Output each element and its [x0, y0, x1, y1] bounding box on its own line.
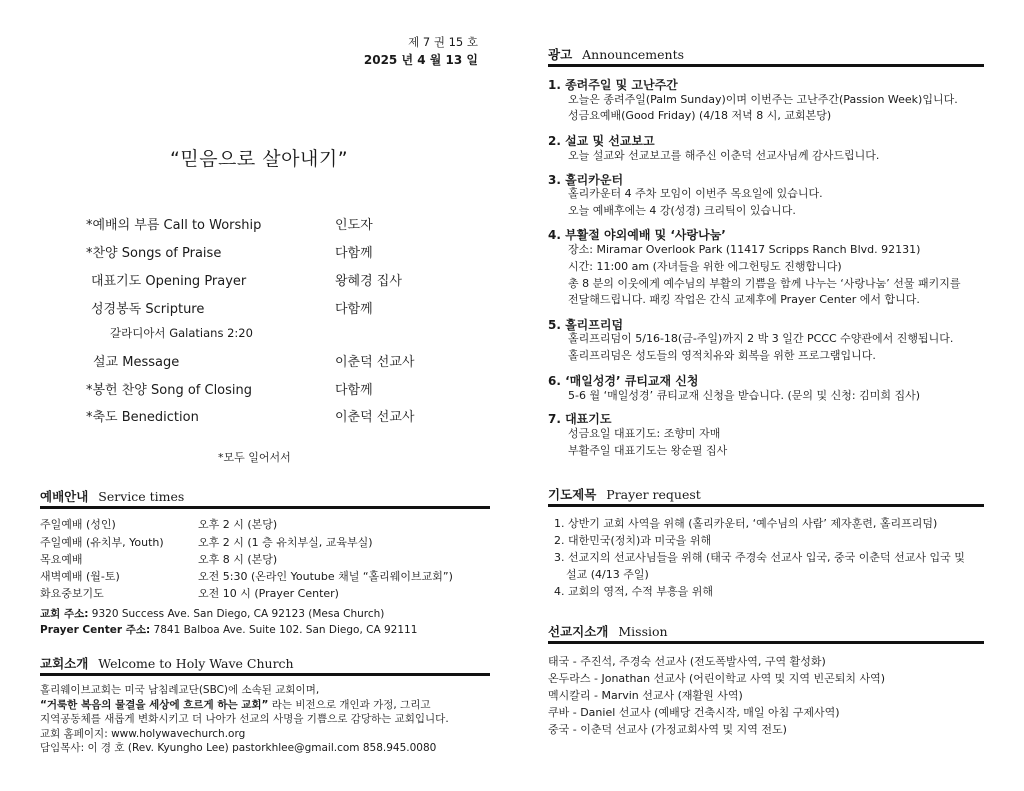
service-row: [40, 534, 490, 550]
announcement-title: 5. 홀리프리덤: [548, 318, 624, 332]
service-time: 오후 2 시 (본당): [198, 518, 278, 531]
announcement-title: 3. 홀리카운터: [548, 173, 624, 187]
service-row: [40, 568, 490, 584]
church-address-value: 9320 Success Ave. San Diego, CA 92123 (Mesa Church): [91, 608, 385, 620]
mission-item: 태국 - 주진석, 주경숙 선교사 (전도폭발사역, 구역 활성화): [548, 655, 826, 668]
welcome-line: 지역공동체를 새롭게 변화시키고 더 나아가 선교의 사명을 기쁨으로 감당하는 교회입니다.: [40, 713, 449, 725]
service-times-heading: [40, 487, 490, 505]
church-homepage: 교회 홈페이지: www.holywavechurch.org: [40, 727, 246, 740]
announcement-line: 오늘은 종려주일(Palm Sunday)이며 이번주는 고난주간(Passion Week)입니다.: [568, 93, 958, 106]
announcement-line: 성금요일 대표기도: 조향미 자매: [568, 427, 721, 440]
heading-kr: 선교지소개: [548, 624, 609, 639]
worship-item-person: 이춘덕 선교사: [335, 355, 415, 370]
announcement-line: 홀리프리덤이 5/16-18(금-주일)까지 2 박 3 일간 PCCC 수양관에서 진행됩니다.: [568, 332, 954, 345]
announcement-title: 1. 종려주일 및 고난주간: [548, 78, 678, 92]
announcement-line: 전달해드립니다. 패킹 작업은 간식 교제후에 Prayer Center 에서 합니다.: [568, 293, 920, 306]
welcome-line: 홀리웨이브교회는 미국 남침례교단(SBC)에 소속된 교회이며,: [40, 684, 320, 696]
service-row: [40, 516, 490, 532]
welcome-heading: [40, 654, 490, 672]
worship-item-person: 다함께: [335, 302, 373, 317]
worship-item: [40, 351, 490, 369]
prayer-heading: [548, 485, 984, 503]
service-time: 오전 10 시 (Prayer Center): [198, 587, 339, 600]
worship-item-name: 설교 Message: [93, 355, 180, 370]
service-row: [40, 585, 490, 601]
prayer-item: 4. 교회의 영적, 수적 부흥을 위해: [554, 585, 713, 598]
service-time: 오후 8 시 (본당): [198, 553, 278, 566]
worship-item-person: 이춘덕 선교사: [335, 410, 415, 425]
announcement-title: 4. 부활절 야외예배 및 ‘사랑나눔’: [548, 228, 726, 242]
announcement-title: 2. 설교 및 선교보고: [548, 134, 655, 148]
announcement-line: 오늘 예배후에는 4 강(성경) 크리틱이 있습니다.: [568, 204, 796, 217]
section-divider: [548, 504, 984, 507]
worship-item-person: 다함께: [335, 246, 373, 261]
section-divider: [40, 506, 490, 509]
announcements-heading: [548, 45, 984, 63]
mission-item: 온두라스 - Jonathan 선교사 (어린이학교 사역 및 지역 빈곤퇴치 사역): [548, 672, 886, 685]
heading-kr: 기도제목: [548, 487, 597, 502]
heading-kr: 교회소개: [40, 656, 89, 671]
heading-en: Announcements: [582, 47, 685, 62]
mission-item: 중국 - 이춘덕 선교사 (가정교회사역 및 지역 전도): [548, 723, 787, 736]
welcome-vision: [40, 698, 500, 713]
announcement-line: 홀리카운터 4 주차 모임이 이번주 목요일에 있습니다.: [568, 187, 823, 200]
announcement-line: 홀리프리덤은 성도들의 영적치유와 회복을 위한 프로그램입니다.: [568, 349, 876, 362]
mission-item: 멕시칼리 - Marvin 선교사 (재활원 사역): [548, 689, 743, 702]
prayer-center-address-value: 7841 Balboa Ave. Suite 102. San Diego, CA 92111: [153, 624, 418, 636]
worship-item: [40, 298, 490, 316]
section-divider: [548, 641, 984, 644]
service-time: 오전 5:30 (온라인 Youtube 채널 “홀리웨이브교회”): [198, 570, 453, 583]
worship-item-name: 성경봉독 Scripture: [91, 302, 205, 317]
section-divider: [40, 673, 490, 676]
announcement-line: 부활주일 대표기도는 왕순필 집사: [568, 444, 728, 457]
announcement-title: 6. ‘매일성경’ 큐티교재 신청: [548, 374, 699, 388]
section-divider: [548, 64, 984, 67]
volume-number: 제 7 권 15 호: [408, 35, 478, 49]
worship-item: [40, 270, 490, 288]
mission-heading: [548, 622, 984, 640]
mission-item: 쿠바 - Daniel 선교사 (예배당 건축시작, 매일 아침 구제사역): [548, 706, 840, 719]
prayer-center-address: [40, 622, 417, 637]
service-row: [40, 551, 490, 567]
worship-item-name: 대표기도 Opening Prayer: [91, 274, 247, 289]
standing-note: *모두 일어서서: [218, 451, 291, 464]
service-name: 새벽예배 (월-토): [40, 570, 120, 583]
welcome-text: [40, 683, 500, 756]
prayer-item: 3. 선교지의 선교사님들을 위해 (태국 주경숙 선교사 입국, 중국 이춘덕 선교사 입국 및: [554, 551, 965, 564]
prayer-item-continued: 설교 (4/13 주일): [566, 568, 649, 581]
prayer-item: 2. 대한민국(정치)과 미국을 위해: [554, 534, 712, 547]
service-name: 화요중보기도: [40, 587, 104, 600]
announcement-line: 시간: 11:00 am (자녀들을 위한 에그헌팅도 진행합니다): [568, 260, 842, 273]
sermon-theme: “믿음으로 살아내기”: [170, 148, 349, 170]
heading-kr: 광고: [548, 47, 573, 62]
heading-kr: 예배안내: [40, 489, 89, 504]
worship-item-person: 다함께: [335, 383, 373, 398]
heading-en: Welcome to Holy Wave Church: [98, 656, 294, 671]
bulletin-date: 2025 년 4 월 13 일: [363, 53, 478, 67]
announcement-line: 장소: Miramar Overlook Park (11417 Scripps Ranch Blvd. 92131): [568, 243, 921, 256]
prayer-center-address-label: Prayer Center 주소:: [40, 624, 151, 636]
worship-item-name: *축도 Benediction: [86, 410, 199, 425]
worship-item-person: 왕혜경 집사: [335, 274, 402, 289]
heading-en: Mission: [618, 624, 668, 639]
vision-statement: “거룩한 복음의 물결을 세상에 흐르게 하는 교회”: [40, 698, 269, 711]
scripture-reference: 갈라디아서 Galatians 2:20: [110, 326, 253, 340]
service-time: 오후 2 시 (1 층 유치부실, 교육부실): [198, 536, 373, 549]
church-address: [40, 606, 384, 621]
announcement-line: 5-6 월 ‘매일성경’ 큐티교재 신청을 받습니다. (문의 및 신청: 김미희 집사): [568, 389, 920, 402]
worship-item: [40, 379, 490, 397]
prayer-item: 1. 상반기 교회 사역을 위해 (홀리카운터, ‘예수님의 사람’ 제자훈련, 홀리프리덤): [554, 517, 938, 530]
service-name: 목요예배: [40, 553, 83, 566]
worship-item-name: *찬양 Songs of Praise: [86, 246, 222, 261]
announcement-title: 7. 대표기도: [548, 412, 612, 426]
worship-item-name: *예배의 부름 Call to Worship: [86, 218, 262, 233]
church-address-label: 교회 주소:: [40, 608, 89, 620]
service-name: 주일예배 (성인): [40, 518, 116, 531]
service-name: 주일예배 (유치부, Youth): [40, 536, 164, 549]
worship-item-person: 인도자: [335, 218, 373, 233]
pastor-contact: 담임목사: 이 경 호 (Rev. Kyungho Lee) pastorkhlee@gmail.com 858.945.0080: [40, 742, 437, 754]
worship-item-name: *봉헌 찬양 Song of Closing: [86, 383, 253, 398]
vision-rest: 라는 비전으로 개인과 가정, 그리고: [268, 698, 431, 711]
worship-item: [40, 406, 490, 424]
heading-en: Service times: [98, 489, 185, 504]
announcement-line: 성금요예배(Good Friday) (4/18 저녁 8 시, 교회본당): [568, 109, 832, 122]
worship-item: [40, 242, 490, 260]
heading-en: Prayer request: [606, 487, 701, 502]
announcement-line: 오늘 설교와 선교보고를 해주신 이춘덕 선교사님께 감사드립니다.: [568, 149, 880, 162]
worship-item: [40, 214, 490, 232]
announcement-line: 총 8 분의 이웃에게 예수님의 부활의 기쁨을 함께 나누는 ‘사랑나눔’ 선물 패키지를: [568, 277, 961, 290]
